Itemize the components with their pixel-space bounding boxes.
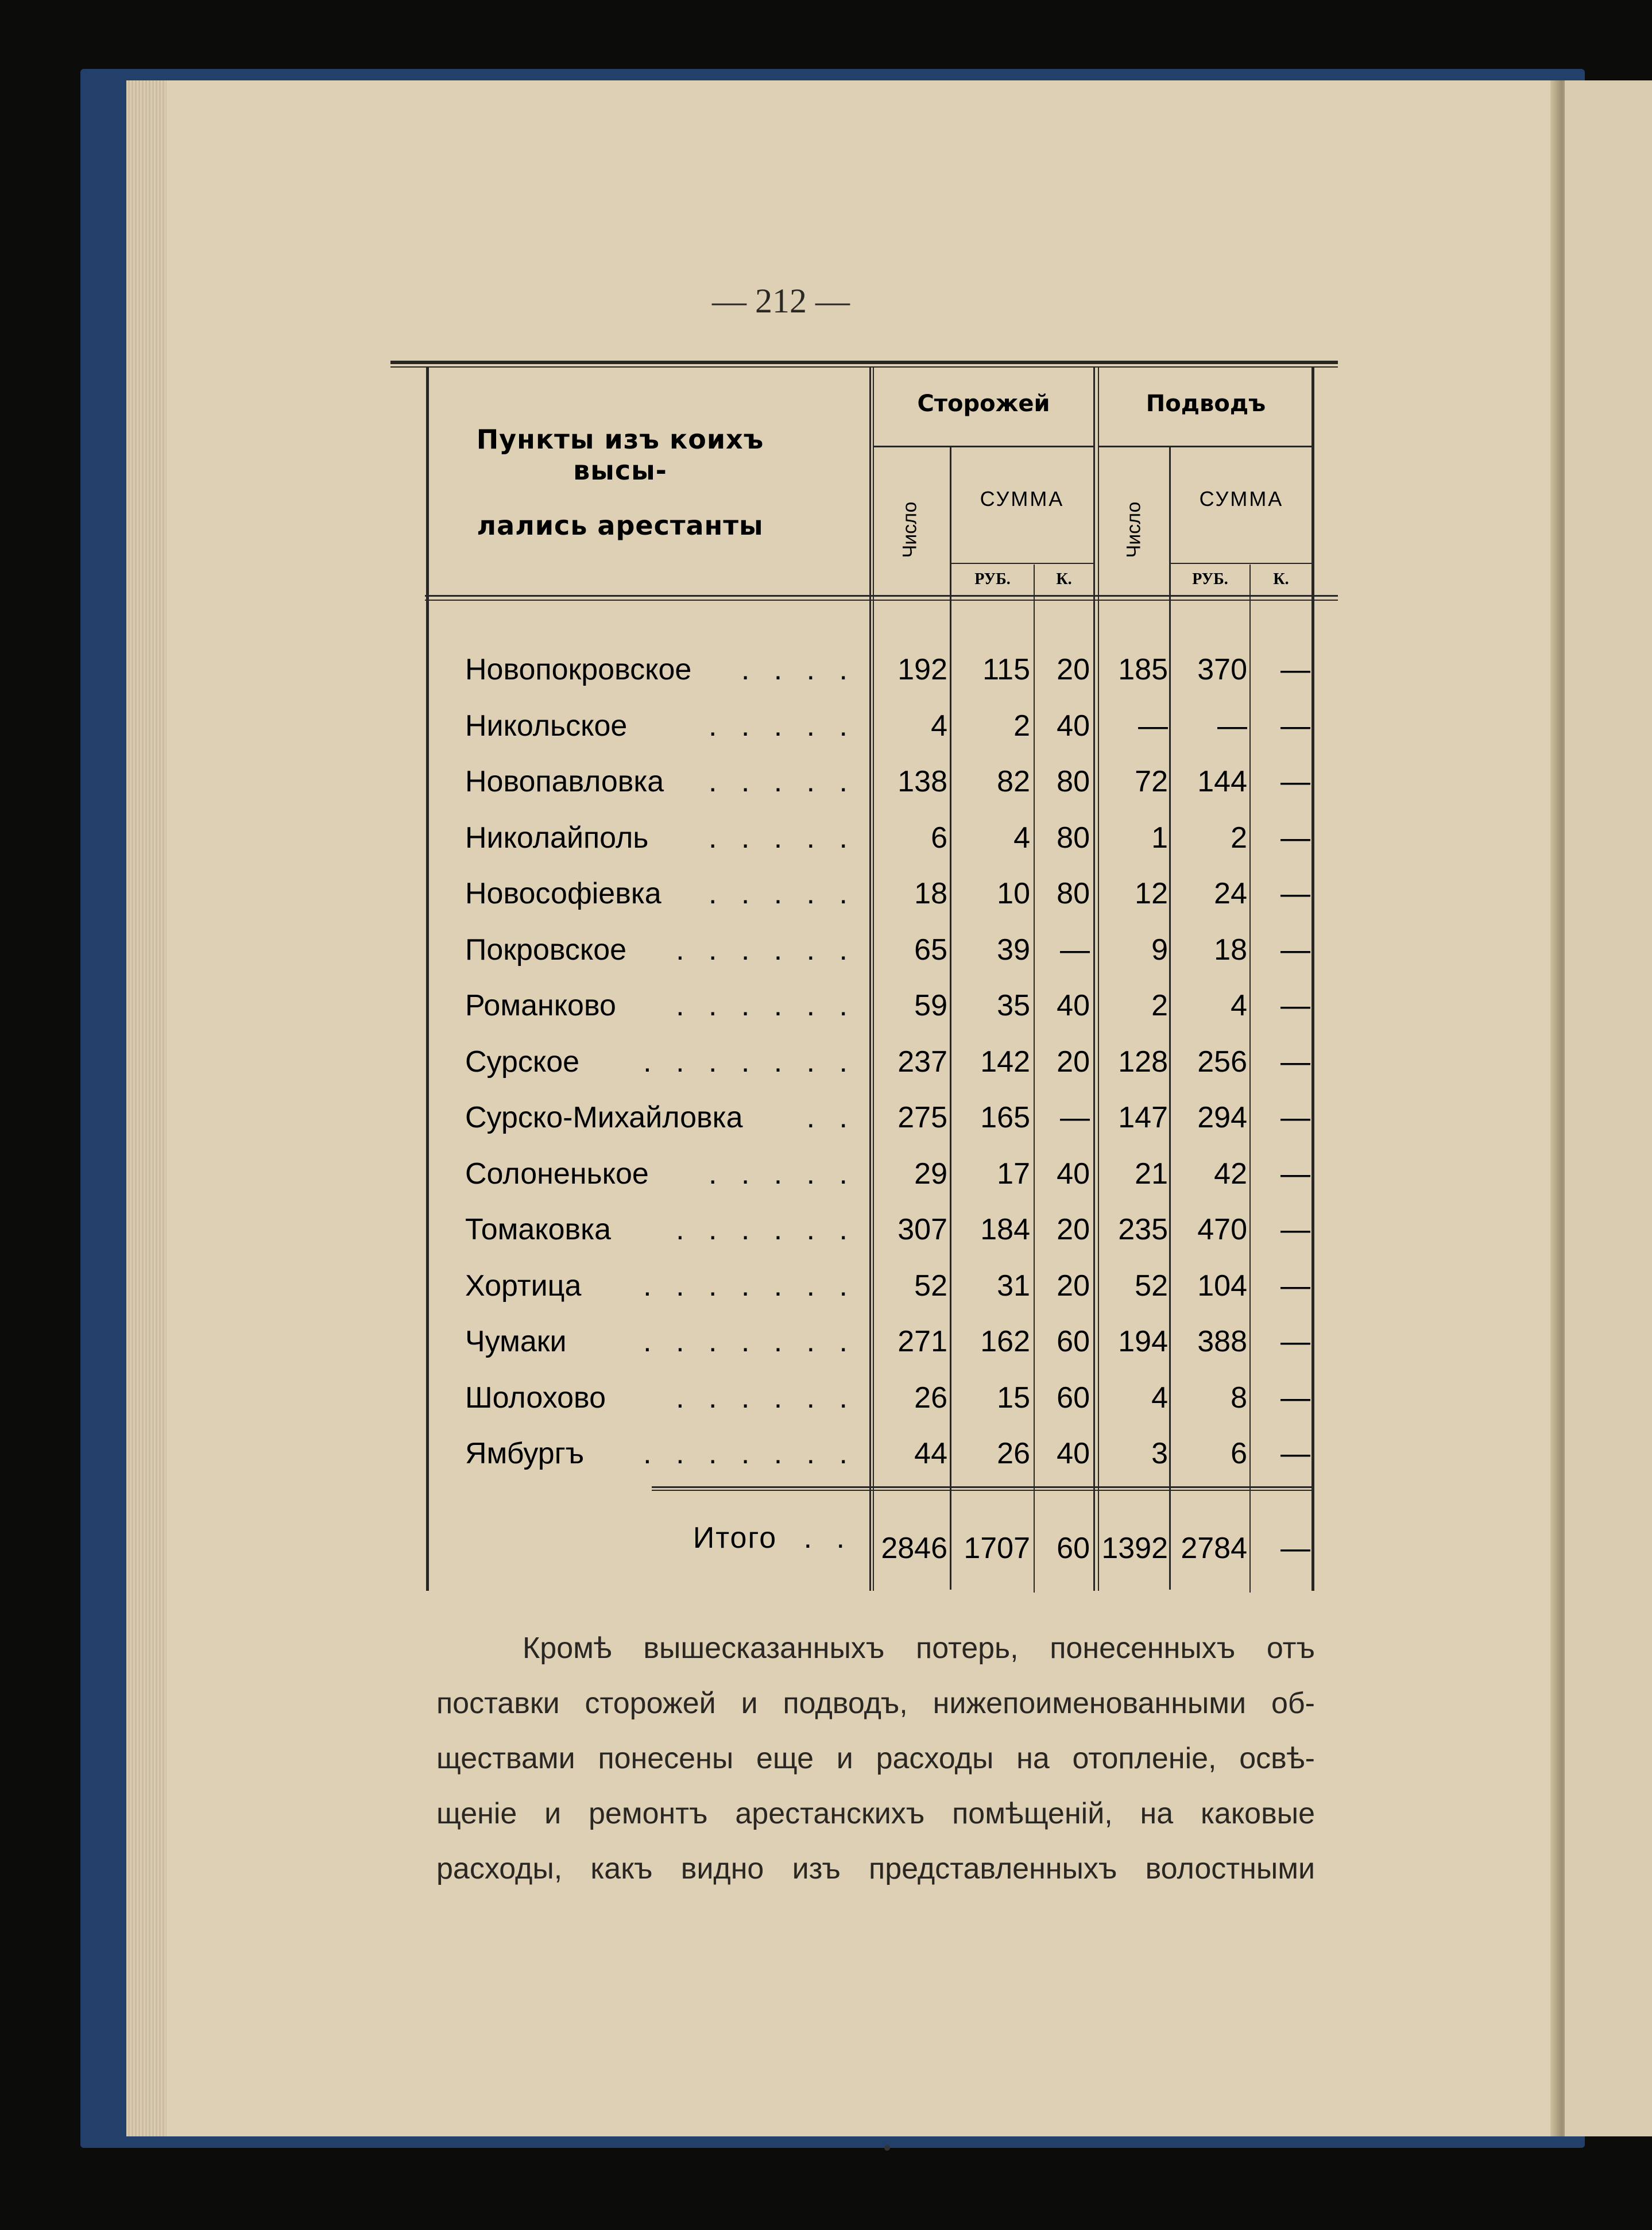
cell-g-kop: 40 — [1057, 1437, 1090, 1470]
guards-sum-header: СУММА — [980, 487, 1065, 511]
total-carts-rub: 2784 — [1181, 1532, 1247, 1565]
cell-g-rub: 82 — [997, 765, 1030, 798]
cell-g-count: 18 — [914, 877, 947, 910]
leader-dots: . . — [806, 1101, 856, 1134]
leader-dots: . . . . . . . — [643, 1045, 856, 1079]
guards-count-header: Число — [899, 501, 921, 558]
cell-p-rub: 6 — [1231, 1437, 1247, 1470]
facing-page-edge — [1565, 80, 1652, 2136]
total-dots: . . — [803, 1521, 853, 1555]
cell-g-count: 237 — [897, 1045, 947, 1079]
total-label: Итого — [692, 1521, 777, 1555]
cell-g-rub: 4 — [1013, 821, 1030, 855]
cell-p-rub: 18 — [1214, 933, 1247, 967]
leader-dots: . . . . . . . — [643, 1437, 856, 1470]
cell-g-rub: 2 — [1013, 709, 1030, 743]
cell-p-count: 52 — [1135, 1269, 1168, 1303]
cell-g-count: 275 — [897, 1101, 947, 1134]
cell-g-count: 29 — [914, 1157, 947, 1191]
leader-dots: . . . . . . . — [643, 1325, 856, 1358]
paragraph-line: ществами понесены еще и расходы на отопленiе, освѣ- — [436, 1742, 1315, 1775]
place-name: Сурское — [465, 1045, 580, 1079]
place-name: Новопавловка — [465, 765, 664, 798]
cell-g-count: 6 — [931, 821, 947, 855]
cell-g-count: 52 — [914, 1269, 947, 1303]
carts-rub-header: РУБ. — [1192, 570, 1228, 588]
place-name: Новопокровское — [465, 653, 692, 686]
cell-p-count: 2 — [1151, 989, 1168, 1022]
cell-p-kop: — — [1280, 765, 1310, 798]
cell-g-count: 26 — [914, 1381, 947, 1414]
statistics-table — [390, 361, 1338, 1595]
cell-g-kop: 80 — [1057, 821, 1090, 855]
cell-g-kop: 40 — [1057, 709, 1090, 743]
cell-g-rub: 17 — [997, 1157, 1030, 1191]
cell-p-rub: 294 — [1197, 1101, 1247, 1134]
leader-dots: . . . . . — [708, 877, 856, 910]
total-carts-count: 1392 — [1101, 1532, 1168, 1565]
cell-p-kop: — — [1280, 1325, 1310, 1358]
total-guards-count: 2846 — [881, 1532, 947, 1565]
cell-g-rub: 35 — [997, 989, 1030, 1022]
place-name: Сурско-Михайловка — [465, 1101, 743, 1134]
cell-p-rub: 24 — [1214, 877, 1247, 910]
place-name: Никольское — [465, 709, 628, 743]
place-name: Николайполь — [465, 821, 649, 855]
total-carts-kop: — — [1280, 1532, 1310, 1565]
cell-g-kop: 40 — [1057, 1157, 1090, 1191]
table-row — [390, 698, 1338, 754]
leader-dots: . . . . . — [708, 765, 856, 798]
place-name: Шолохово — [465, 1381, 606, 1414]
cell-g-rub: 142 — [980, 1045, 1030, 1079]
leader-dots: . . . . . — [708, 709, 856, 743]
leader-dots: . . . . . . — [676, 1213, 856, 1246]
cell-p-count: 3 — [1151, 1437, 1168, 1470]
cell-p-rub: — — [1217, 709, 1247, 743]
cell-g-kop: 80 — [1057, 877, 1090, 910]
leader-dots: . . . . . — [708, 1157, 856, 1191]
cell-p-kop: — — [1280, 1269, 1310, 1303]
cell-g-count: 192 — [897, 653, 947, 686]
cell-g-rub: 165 — [980, 1101, 1030, 1134]
page-speck — [884, 2145, 890, 2151]
cell-g-count: 44 — [914, 1437, 947, 1470]
cell-g-rub: 26 — [997, 1437, 1030, 1470]
cell-p-count: 72 — [1135, 765, 1168, 798]
cell-g-count: 4 — [931, 709, 947, 743]
cell-g-kop: 20 — [1057, 1045, 1090, 1079]
cell-g-kop: 20 — [1057, 1213, 1090, 1246]
cell-p-rub: 2 — [1231, 821, 1247, 855]
group-header-guards: Сторожей — [917, 391, 1050, 417]
table-row — [390, 1314, 1338, 1370]
table-row — [390, 1034, 1338, 1090]
group-header-carts: Подводъ — [1146, 391, 1266, 417]
cell-p-rub: 104 — [1197, 1269, 1247, 1303]
page-number: — 212 — — [712, 282, 850, 320]
table-row — [390, 922, 1338, 978]
paragraph-line: расходы, какъ видно изъ представленныхъ волостными — [436, 1852, 1315, 1885]
table-row — [390, 642, 1338, 698]
page-edges — [126, 80, 172, 2136]
table-row — [390, 1202, 1338, 1258]
place-name: Романково — [465, 989, 616, 1022]
cell-p-kop: — — [1280, 1381, 1310, 1414]
cell-p-rub: 42 — [1214, 1157, 1247, 1191]
cell-p-kop: — — [1280, 1101, 1310, 1134]
place-name: Покровское — [465, 933, 627, 967]
cell-p-count: 235 — [1118, 1213, 1168, 1246]
cell-p-kop: — — [1280, 1213, 1310, 1246]
cell-g-rub: 31 — [997, 1269, 1030, 1303]
cell-g-kop: 40 — [1057, 989, 1090, 1022]
leader-dots: . . . . — [741, 653, 856, 686]
table-row — [390, 866, 1338, 922]
cell-g-rub: 15 — [997, 1381, 1030, 1414]
total-row — [390, 1521, 1338, 1576]
cell-g-rub: 162 — [980, 1325, 1030, 1358]
place-name: Новософiевка — [465, 877, 661, 910]
place-name: Томаковка — [465, 1213, 611, 1246]
cell-p-rub: 256 — [1197, 1045, 1247, 1079]
cell-g-count: 59 — [914, 989, 947, 1022]
place-name: Хортица — [465, 1269, 582, 1303]
cell-p-count: 9 — [1151, 933, 1168, 967]
table-header-title-line2: лались арестанты — [477, 510, 764, 541]
leader-dots: . . . . . . — [676, 1381, 856, 1414]
cell-g-rub: 115 — [982, 653, 1030, 686]
table-row — [390, 1370, 1338, 1426]
cell-g-kop: 20 — [1057, 1269, 1090, 1303]
total-guards-kop: 60 — [1057, 1532, 1090, 1565]
cell-g-count: 271 — [897, 1325, 947, 1358]
table-row — [390, 1146, 1338, 1202]
cell-p-rub: 470 — [1197, 1213, 1247, 1246]
cell-g-kop: 80 — [1057, 765, 1090, 798]
cell-p-kop: — — [1280, 653, 1310, 686]
body-paragraph — [436, 1621, 1315, 1896]
cell-p-kop: — — [1280, 821, 1310, 855]
cell-g-kop: — — [1060, 933, 1090, 967]
cell-p-count: 4 — [1151, 1381, 1168, 1414]
leader-dots: . . . . . . — [676, 989, 856, 1022]
cell-p-kop: — — [1280, 709, 1310, 743]
cell-p-kop: — — [1280, 989, 1310, 1022]
table-row — [390, 1090, 1338, 1146]
cell-g-count: 65 — [914, 933, 947, 967]
place-name: Ямбургъ — [465, 1437, 585, 1470]
total-guards-rub: 1707 — [964, 1532, 1030, 1565]
cell-p-kop: — — [1280, 1157, 1310, 1191]
paragraph-line: Кромѣ вышесказанныхъ потерь, понесенныхъ отъ — [523, 1632, 1315, 1665]
cell-p-kop: — — [1280, 877, 1310, 910]
cell-p-rub: 8 — [1231, 1381, 1247, 1414]
cell-p-rub: 388 — [1197, 1325, 1247, 1358]
guards-rub-header: РУБ. — [974, 570, 1011, 588]
leader-dots: . . . . . — [708, 821, 856, 855]
table-row — [390, 1258, 1338, 1314]
table-row — [390, 810, 1338, 866]
leader-dots: . . . . . . . — [643, 1269, 856, 1303]
carts-kop-header: К. — [1273, 570, 1289, 588]
cell-p-kop: — — [1280, 933, 1310, 967]
carts-count-header: Число — [1123, 501, 1145, 558]
table-header-title-line1: Пункты изъ коихъ высы- — [476, 424, 764, 486]
cell-g-rub: 39 — [997, 933, 1030, 967]
cell-p-count: 12 — [1135, 877, 1168, 910]
paragraph-line: поставки сторожей и подводъ, нижепоименованными об- — [436, 1687, 1315, 1720]
cell-p-rub: 370 — [1197, 653, 1247, 686]
cell-p-kop: — — [1280, 1437, 1310, 1470]
cell-p-kop: — — [1280, 1045, 1310, 1079]
table-row — [390, 754, 1338, 810]
cell-p-count: 194 — [1118, 1325, 1168, 1358]
paragraph-line: щенiе и ремонтъ арестанскихъ помѣщенiй, на каковые — [436, 1797, 1315, 1830]
table-row — [390, 978, 1338, 1034]
cell-p-count: 147 — [1118, 1101, 1168, 1134]
cell-p-rub: 144 — [1197, 765, 1247, 798]
table-row — [390, 1426, 1338, 1482]
cell-g-rub: 184 — [980, 1213, 1030, 1246]
cell-p-count: — — [1138, 709, 1168, 743]
place-name: Солоненькое — [465, 1157, 649, 1191]
cell-g-kop: 60 — [1057, 1325, 1090, 1358]
leader-dots: . . . . . . — [676, 933, 856, 967]
cell-p-count: 128 — [1118, 1045, 1168, 1079]
cell-g-kop: 20 — [1057, 653, 1090, 686]
cell-g-rub: 10 — [997, 877, 1030, 910]
cell-g-kop: 60 — [1057, 1381, 1090, 1414]
cell-p-count: 1 — [1151, 821, 1168, 855]
place-name: Чумаки — [465, 1325, 567, 1358]
cell-p-rub: 4 — [1231, 989, 1247, 1022]
carts-sum-header: СУММА — [1199, 487, 1284, 511]
cell-g-count: 138 — [897, 765, 947, 798]
cell-p-count: 21 — [1135, 1157, 1168, 1191]
cell-g-count: 307 — [897, 1213, 947, 1246]
cell-p-count: 185 — [1118, 653, 1168, 686]
guards-kop-header: К. — [1056, 570, 1072, 588]
cell-g-kop: — — [1060, 1101, 1090, 1134]
